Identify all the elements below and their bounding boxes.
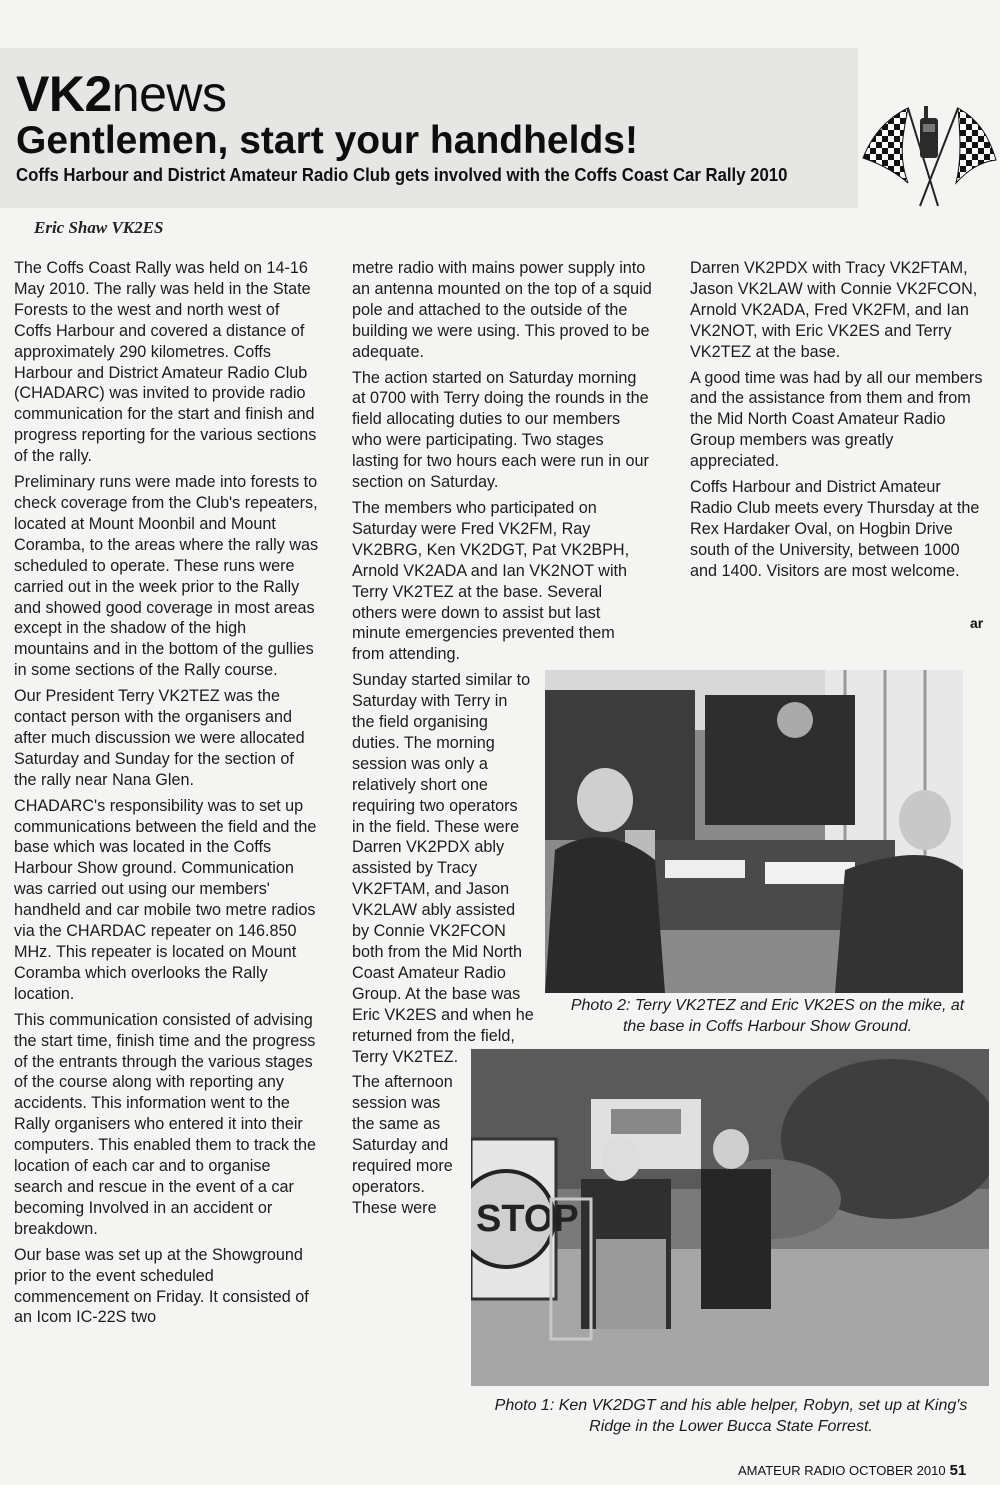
paragraph: Sunday started similar to Saturday with Terry in the field organising duties. The morning session was only a relatively short one requiring two operators in the field. These were Darren VK2PDX ably assisted by Tracy VK2FTAM, and Jason VK2LAW ably assisted by Connie VK2FCON both from the Mid North Coast Amateur Radio Group. At the base was Eric VK2ES and when he returned from the field, Terry VK2TEZ. [352,671,534,1066]
photo-1-kings-ridge [471,1049,989,1386]
paragraph: metre radio with mains power supply into an antenna mounted on the top of a squid pole and attached to the outside of the building we were using. This proved to be adequate. [352,259,652,361]
text-column-3 [690,258,986,587]
text-column-1 [14,258,320,1333]
photo-1-caption [466,1395,996,1437]
kicker-light: news [111,66,227,122]
caption-line: Ridge in the Lower Bucca State Forrest. [589,1418,873,1435]
paragraph: Our base was set up at the Showground prior to the event scheduled commencement on Friday. It consisted of an Icom IC-22S two [14,1245,309,1327]
article-headline: Gentlemen, start your handhelds! [16,119,638,162]
paragraph: The Coffs Coast Rally was held on 14-16 May 2010. The rally was held in the State Forests to the west and north west of Coffs Harbour and covered a distance of approximately 290 kilometres. Coffs Harbour and District Amateur Radio Club (CHADARC) was invited to provide radio communication for the start and finish and progress reporting for the various sections of the rally. [14,259,317,466]
stop-sign-text: STOP [476,1198,579,1240]
page-footer [738,1462,966,1479]
checkered-flags-icon [858,88,998,213]
section-kicker [16,66,227,122]
kicker-bold: VK2 [16,66,112,122]
photo-2-base-station [545,670,963,993]
paragraph: The afternoon session was the same as Saturday and required more operators. These were [352,1073,453,1217]
paragraph: The members who participated on Saturday were Fred VK2FM, Ray VK2BRG, Ken VK2DGT, Pat VK2BPH, Arnold VK2ADA and Ian VK2NOT with Terry VK2TEZ at the base. Several others were down to assist but last minute emergencies prevented them from attending. [352,498,630,664]
caption-line: Photo 1: Ken VK2DGT and his able helper, Robyn, set up at King's [494,1397,968,1414]
photo-2-caption [545,995,990,1037]
end-mark: ar [970,615,984,631]
paragraph: A good time was had by all our members and the assistance from them and from the Mid North Coast Amateur Radio Group members was greatly appreciated. [690,368,983,471]
paragraph: Coffs Harbour and District Amateur Radio Club meets every Thursday at the Rex Hardaker Oval, on Hogbin Drive south of the University, between 1000 and 1400. Visitors are most welcome. [690,478,980,580]
author-byline: Eric Shaw VK2ES [34,218,164,237]
article-subhead: Coffs Harbour and District Amateur Radio Club gets involved with the Coffs Coast Car Rally 2010 [16,165,788,185]
paragraph: This communication consisted of advising the start time, finish time and the progress of the entrants through the various stages of the course along with reporting any accidents. This information went to the Rally organisers who entered it into their computers. This enabled them to track the location of each car and to organise search and rescue in the event of a car becoming Involved in an accident or breakdown. [14,1010,317,1238]
caption-line: Photo 2: Terry VK2TEZ and Eric VK2ES on the mike, at [570,997,965,1014]
paragraph: CHADARC's responsibility was to set up communications between the field and the base which was located in the Coffs Harbour Show ground. Communication was carried out using our members' handheld and car mobile two metre radios via the CHARDAC repeater on 146.850 MHz. This repeater is located on Mount Coramba which overlooks the Rally location. [14,796,317,1003]
caption-line: the base in Coffs Harbour Show Ground. [622,1018,913,1035]
paragraph: The action started on Saturday morning at 0700 with Terry doing the rounds in the field allocating duties to our members who were participating. Two stages lasting for two hours each were run in our section on Saturday. [352,368,649,492]
page-number: 51 [949,1462,967,1479]
publication-name: AMATEUR RADIO OCTOBER 2010 [738,1463,946,1478]
paragraph: Darren VK2PDX with Tracy VK2FTAM, Jason VK2LAW with Connie VK2FCON, Arnold VK2ADA, Fred VK2FM, and Ian VK2NOT, with Eric VK2ES and Terry VK2TEZ at the base. [690,259,978,361]
paragraph: Our President Terry VK2TEZ was the contact person with the organisers and after much discussion we were allocated Saturday and Sunday for the section of the rally near Nana Glen. [14,687,305,789]
paragraph: Preliminary runs were made into forests to check coverage from the Club's repeaters, located at Mount Moonbil and Mount Coramba, to the areas where the rally was scheduled to operate. These runs were carried out in the week prior to the Rally and showed good coverage in most areas except in the shadow of the high mountains and in the bottom of the gullies in some sections of the Rally course. [14,473,319,680]
